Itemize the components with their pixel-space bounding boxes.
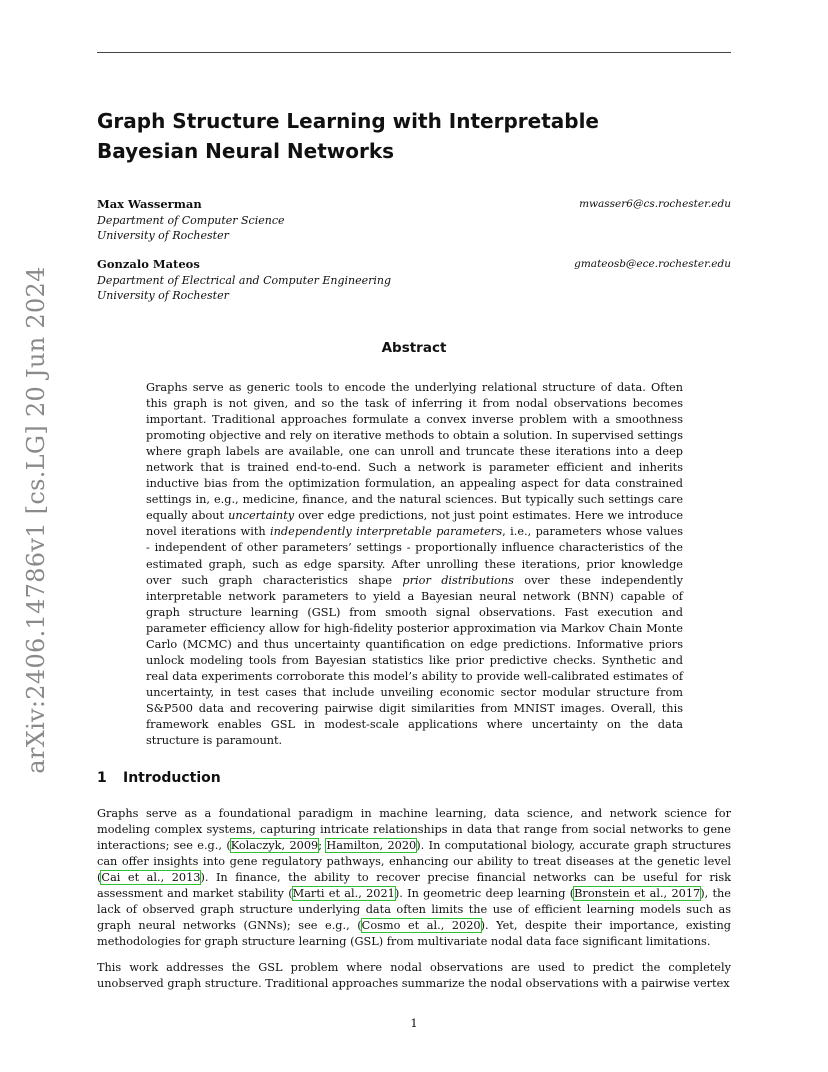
section-heading: [97, 770, 221, 786]
abstract-emphasis: prior distributions: [402, 573, 514, 587]
section-title: Introduction: [123, 770, 221, 786]
citation-link[interactable]: Bronstein et al., 2017: [574, 887, 701, 900]
abstract-text: [146, 380, 683, 749]
text-run: ). In finance, the ability to recover precise financial networks can be useful for risk assessment and market stability (: [97, 871, 731, 900]
paper-title: [97, 106, 697, 166]
citation-link[interactable]: Hamilton, 2020: [326, 839, 417, 852]
abstract-emphasis: independently interpretable parameters: [270, 525, 503, 539]
title-line-2: Bayesian Neural Networks: [97, 139, 395, 163]
page-number: 1: [410, 1016, 418, 1030]
citation-link[interactable]: Marti et al., 2021: [292, 887, 395, 900]
section-number: 1: [97, 770, 107, 786]
citation-link[interactable]: Cai et al., 2013: [101, 871, 201, 884]
author-university: University of Rochester: [97, 289, 229, 302]
author-name: Gonzalo Mateos: [97, 257, 200, 271]
abstract-part: , i.e., parameters whose values - independent of other parameters’ settings - proportionally influence characteristics of the estimated graph, such as edge sparsity. After unrolling these iterations, prior knowledge over such graph characteristics shape: [146, 525, 684, 587]
author-block-1: [97, 197, 731, 244]
intro-paragraph-1: [97, 806, 731, 950]
citation-link[interactable]: Kolaczyk, 2009: [230, 839, 319, 852]
author-university: University of Rochester: [97, 229, 229, 242]
text-run: ;: [318, 839, 327, 852]
text-run: ), the lack of observed graph structure underlying data often limits the use of efficient learning models such as graph neural networks (GNNs); see e.g., (: [97, 887, 731, 932]
abstract-part: over edge predictions, not just point estimates. Here we introduce novel iterations with: [146, 509, 683, 539]
citation-link[interactable]: Cosmo et al., 2020: [361, 919, 481, 932]
abstract-heading: Abstract: [381, 340, 447, 356]
abstract-part: Graphs serve as generic tools to encode the underlying relational structure of data. Often this graph is not given, and so the task of inferring it from nodal observations becomes important. Traditional approaches formulate a convex inverse problem with a smoothness promoting objective and rely on iterative methods to obtain a solution. In supervised settings where graph labels are available, one can unroll and truncate these iterations into a deep network that is trained end-to-end. Such a network is parameter efficient and inherits inductive bias from the optimization formulation, an appealing aspect for data constrained settings in, e.g., medicine, finance, and the natural sciences. But typically such settings care equally about: [146, 381, 683, 523]
text-run: ). Yet, despite their importance, existing methodologies for graph structure learning (GSL) from multivariate nodal data face significant limitations.: [97, 919, 731, 948]
author-block-2: [97, 257, 731, 304]
author-name: Max Wasserman: [97, 197, 202, 211]
author-department: Department of Computer Science: [97, 213, 285, 227]
top-rule: [97, 52, 731, 53]
intro-paragraph-2: This work addresses the GSL problem where nodal observations are used to predict the completely unobserved graph structure. Traditional approaches summarize the nodal observations with a pairwise vertex: [97, 961, 731, 990]
arxiv-stamp: arXiv:2406.14786v1 [cs.LG] 20 Jun 2024: [22, 266, 50, 774]
text-run: ). In geometric deep learning (: [394, 887, 575, 900]
text-run: Graphs serve as a foundational paradigm in machine learning, data science, and network science for modeling complex systems, capturing intricate relationships in data that range from social networks to gene interactions; see e.g., (: [97, 807, 731, 852]
author-email[interactable]: mwasser6@cs.rochester.edu: [579, 198, 731, 210]
abstract-emphasis: uncertainty: [228, 509, 295, 523]
title-line-1: Graph Structure Learning with Interpretable: [97, 109, 599, 133]
author-department: Department of Electrical and Computer Engineering: [97, 273, 392, 287]
author-email[interactable]: gmateosb@ece.rochester.edu: [574, 258, 731, 270]
text-run: ). In computational biology, accurate graph structures can offer insights into gene regulatory pathways, enhancing our ability to treat diseases at the genetic level (: [97, 839, 732, 884]
abstract-part: over these independently interpretable network parameters to yield a Bayesian neural network (BNN) capable of graph structure learning (GSL) from smooth signal observations. Fast execution and parameter efficiency allow for high-fidelity posterior approximation via Markov Chain Monte Carlo (MCMC) and thus uncertainty quantification on edge predictions. Informative priors unlock modeling tools from Bayesian statistics like prior predictive checks. Synthetic and real data experiments corroborate this model’s ability to provide well-calibrated estimates of uncertainty, in test cases that include unveiling economic sector modular structure from S&P500 data and recovering pairwise digit similarities from MNIST images. Overall, this framework enables GSL in modest-scale applications where uncertainty on the data structure is paramount.: [146, 573, 683, 748]
